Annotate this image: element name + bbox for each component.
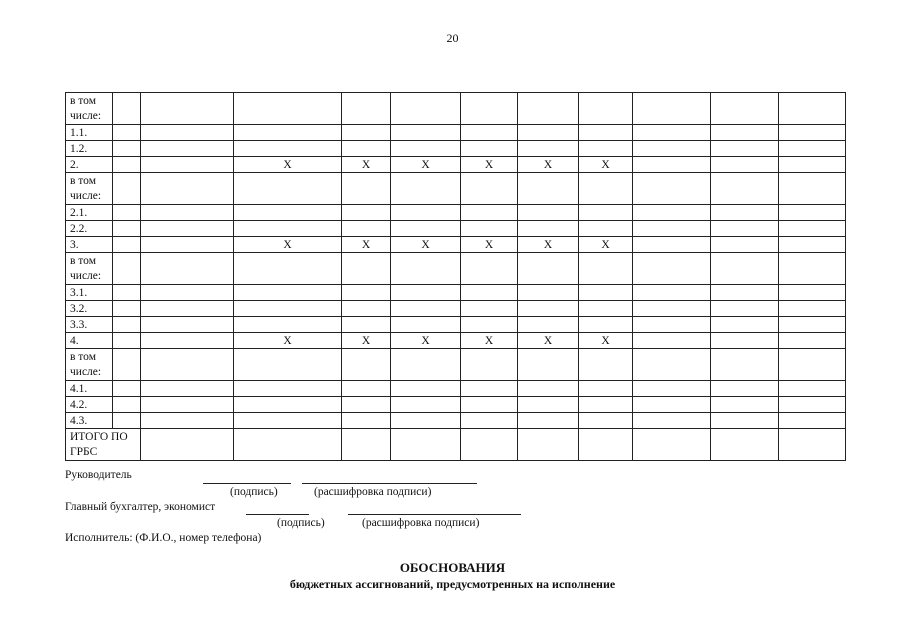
table-cell [779,205,846,221]
table-cell [779,125,846,141]
table-cell [342,349,391,381]
table-cell [579,397,633,413]
table-cell [579,141,633,157]
table-cell [342,173,391,205]
table-cell [779,301,846,317]
table-cell [518,221,579,237]
x-mark-cell: X [391,237,461,253]
sub-cell [113,141,141,157]
row-label-cell: в том числе: [66,349,113,381]
table-row [66,173,846,205]
table-cell [633,253,711,285]
table-row [66,333,846,349]
table-row [66,141,846,157]
table-cell [234,349,342,381]
table-cell [711,173,779,205]
table-cell [779,221,846,237]
table-cell [711,333,779,349]
table-cell [779,317,846,333]
row-label-cell: 4.2. [66,397,113,413]
table-cell [579,205,633,221]
sub-cell [113,253,141,285]
table-cell [391,125,461,141]
table-cell [633,429,711,461]
table-row [66,397,846,413]
x-mark-cell: X [579,237,633,253]
table-cell [711,429,779,461]
table-row [66,317,846,333]
x-mark-cell: X [461,237,518,253]
table-cell [141,237,234,253]
sub-cell [113,125,141,141]
table-cell [518,429,579,461]
table-cell [779,397,846,413]
table-cell [779,173,846,205]
row-label-cell: 3.1. [66,285,113,301]
sub-cell [113,93,141,125]
table-cell [518,253,579,285]
table-cell [518,301,579,317]
table-cell [234,285,342,301]
table-cell [342,205,391,221]
table-cell [633,173,711,205]
table-cell [391,93,461,125]
x-mark-cell: X [518,157,579,173]
x-mark-cell: X [342,333,391,349]
row-label-cell: 2.2. [66,221,113,237]
sub-cell [113,221,141,237]
table-cell [579,381,633,397]
table-cell [342,397,391,413]
table-cell [633,349,711,381]
table-cell [391,429,461,461]
table-cell [391,285,461,301]
table-cell [391,173,461,205]
x-mark-cell: X [391,333,461,349]
table-cell [579,125,633,141]
table-cell [234,221,342,237]
table-body [66,93,846,461]
table-cell [518,173,579,205]
table-cell [141,173,234,205]
head-decode-caption: (расшифровка подписи) [314,486,432,498]
table-cell [342,381,391,397]
table-cell [779,141,846,157]
sub-cell [113,237,141,253]
table-cell [234,125,342,141]
table-cell [518,317,579,333]
table-cell [779,413,846,429]
table-cell [461,397,518,413]
table-cell [141,93,234,125]
x-mark-cell: X [518,333,579,349]
table-cell [711,253,779,285]
row-label-cell: в том числе: [66,93,113,125]
table-row [66,381,846,397]
table-cell [141,221,234,237]
row-label-cell: 1.2. [66,141,113,157]
table-cell [633,237,711,253]
table-cell [141,317,234,333]
table-cell [461,253,518,285]
x-mark-cell: X [234,333,342,349]
table-cell [711,381,779,397]
head-label: Руководитель [65,469,132,481]
table-cell [711,205,779,221]
table-cell [141,141,234,157]
table-cell [342,317,391,333]
table-row [66,205,846,221]
table-row [66,125,846,141]
sub-cell [113,333,141,349]
accountant-decode-line [348,514,521,515]
table-cell [711,221,779,237]
table-cell [633,205,711,221]
table-cell [234,253,342,285]
table-row [66,301,846,317]
table-cell [779,253,846,285]
table-cell [141,397,234,413]
table-row [66,221,846,237]
table-cell [518,141,579,157]
table-cell [234,397,342,413]
table-cell [779,237,846,253]
table-cell [234,173,342,205]
executor-label: Исполнитель: (Ф.И.О., номер телефона) [65,532,262,544]
x-mark-cell: X [461,157,518,173]
x-mark-cell: X [234,237,342,253]
table-cell [633,157,711,173]
table-cell [711,285,779,301]
table-cell [633,141,711,157]
x-mark-cell: X [342,237,391,253]
table-cell [391,253,461,285]
budget-table [65,92,846,461]
table-cell [711,397,779,413]
table-cell [461,173,518,205]
sub-cell [113,301,141,317]
sub-cell [113,285,141,301]
table-cell [579,317,633,333]
table-cell [518,205,579,221]
table-cell [141,301,234,317]
table-cell [633,301,711,317]
x-mark-cell: X [342,157,391,173]
table-cell [579,301,633,317]
page-number: 20 [446,31,459,45]
sub-cell [113,381,141,397]
table-cell [141,349,234,381]
table-cell [342,221,391,237]
x-mark-cell: X [461,333,518,349]
row-label-cell: 2. [66,157,113,173]
table-cell [579,349,633,381]
row-label-cell: 4. [66,333,113,349]
table-cell [234,317,342,333]
sub-cell [113,173,141,205]
table-cell [518,413,579,429]
x-mark-cell: X [579,333,633,349]
table-cell [461,221,518,237]
table-cell [518,397,579,413]
table-cell [234,381,342,397]
sub-cell [113,317,141,333]
table-row [66,157,846,173]
table-cell [234,413,342,429]
row-label-cell: 3. [66,237,113,253]
table-cell [518,349,579,381]
sub-cell [113,349,141,381]
head-sign-caption: (подпись) [230,486,278,498]
row-label-cell: 4.1. [66,381,113,397]
table-cell [342,141,391,157]
table-cell [141,285,234,301]
accountant-label: Главный бухгалтер, экономист [65,501,216,513]
table-cell [779,157,846,173]
table-cell [391,317,461,333]
table-cell [711,93,779,125]
table-cell [633,317,711,333]
table-cell [711,141,779,157]
table-cell [633,285,711,301]
head-sign-line [203,483,291,484]
table-cell [461,413,518,429]
x-mark-cell: X [234,157,342,173]
table-row [66,413,846,429]
table-cell [633,125,711,141]
table-cell [711,157,779,173]
table-cell [579,285,633,301]
table-cell [633,93,711,125]
table-cell [461,301,518,317]
table-cell [711,317,779,333]
table-cell [461,125,518,141]
table-cell [391,301,461,317]
table-cell [391,221,461,237]
document-subheading: бюджетных ассигнований, предусмотренных на исполнение [289,577,616,591]
table-cell [461,285,518,301]
table-cell [633,221,711,237]
table-cell [461,141,518,157]
table-cell [711,301,779,317]
table-cell [461,205,518,221]
table-cell [391,349,461,381]
table-cell [711,349,779,381]
table-cell [461,317,518,333]
table-cell [779,285,846,301]
table-cell [461,429,518,461]
table-cell [141,413,234,429]
sub-cell [113,205,141,221]
table-cell [342,413,391,429]
table-cell [779,349,846,381]
table-cell [579,413,633,429]
row-label-cell: 2.1. [66,205,113,221]
table-cell [234,301,342,317]
table-cell [234,429,342,461]
table-row [66,237,846,253]
table-cell [141,333,234,349]
table-cell [391,397,461,413]
x-mark-cell: X [579,157,633,173]
table-cell [141,381,234,397]
accountant-sign-caption: (подпись) [277,517,325,529]
x-mark-cell: X [391,157,461,173]
table-row [66,93,846,125]
table-cell [711,237,779,253]
table-cell [518,93,579,125]
row-label-cell: в том числе: [66,173,113,205]
table-cell [391,413,461,429]
table-row [66,253,846,285]
table-cell [461,381,518,397]
table-row [66,429,846,461]
row-label-cell: ИТОГО ПО ГРБС [66,429,141,461]
row-label-cell: 3.3. [66,317,113,333]
head-decode-line [302,483,477,484]
table-cell [234,141,342,157]
table-cell [779,381,846,397]
table-cell [518,125,579,141]
table-cell [633,413,711,429]
table-cell [234,205,342,221]
table-cell [579,253,633,285]
sub-cell [113,413,141,429]
table-cell [633,333,711,349]
table-cell [342,285,391,301]
table-cell [579,429,633,461]
table-cell [711,413,779,429]
table-cell [579,93,633,125]
table-cell [391,381,461,397]
table-cell [633,381,711,397]
accountant-sign-line [246,514,309,515]
x-mark-cell: X [518,237,579,253]
row-label-cell: 3.2. [66,301,113,317]
table-cell [461,93,518,125]
table-cell [141,125,234,141]
table-cell [141,205,234,221]
table-cell [391,205,461,221]
table-cell [633,397,711,413]
table-cell [518,381,579,397]
table-cell [342,301,391,317]
table-cell [579,221,633,237]
row-label-cell: 1.1. [66,125,113,141]
table-cell [391,141,461,157]
table-cell [518,285,579,301]
table-cell [342,429,391,461]
table-cell [234,93,342,125]
table-cell [342,93,391,125]
table-cell [461,349,518,381]
table-cell [779,93,846,125]
table-cell [779,333,846,349]
table-cell [141,157,234,173]
sub-cell [113,397,141,413]
row-label-cell: в том числе: [66,253,113,285]
table-cell [579,173,633,205]
table-row [66,349,846,381]
row-label-cell: 4.3. [66,413,113,429]
document-heading: ОБОСНОВАНИЯ [399,560,506,575]
table-cell [711,125,779,141]
table-cell [779,429,846,461]
table-cell [342,253,391,285]
sub-cell [113,157,141,173]
table-cell [141,429,234,461]
table-cell [342,125,391,141]
accountant-decode-caption: (расшифровка подписи) [362,517,480,529]
table-row [66,285,846,301]
table-cell [141,253,234,285]
